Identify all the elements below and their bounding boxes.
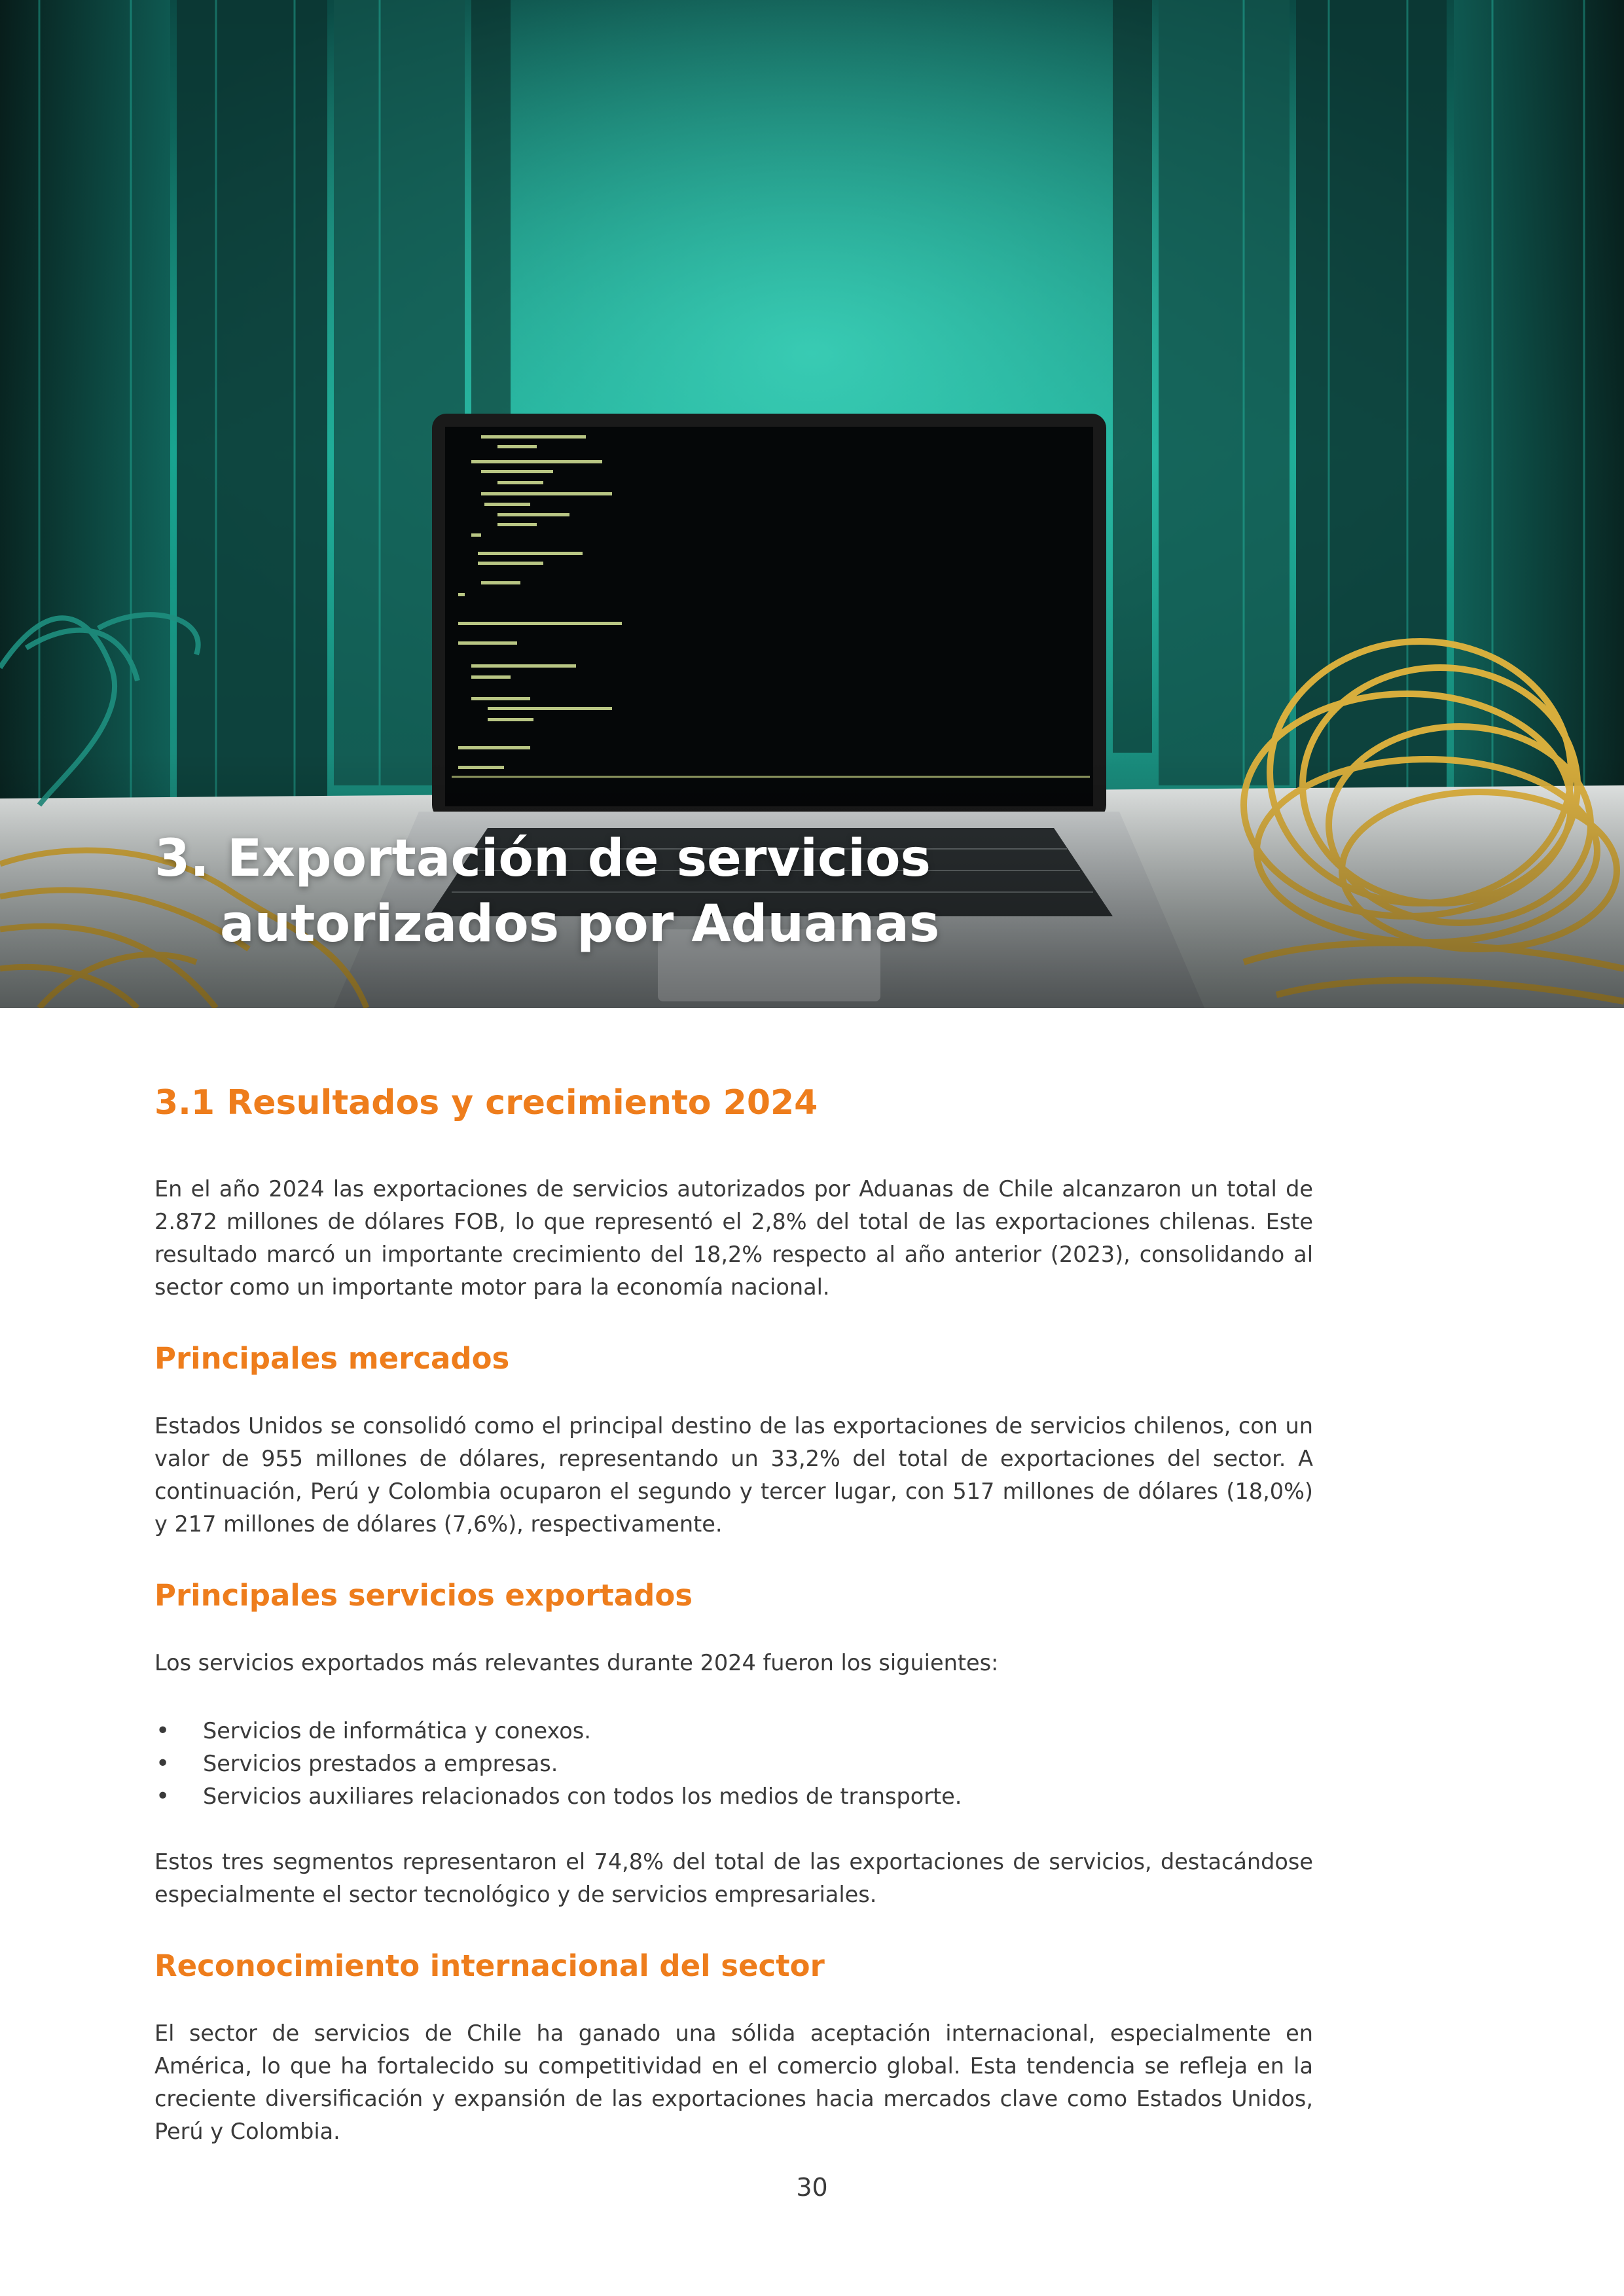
recognition-heading: Reconocimiento internacional del sector (154, 1948, 825, 1983)
services-intro: Los servicios exportados más relevantes durante 2024 fueron los siguientes: (154, 1650, 999, 1676)
chapter-title (154, 826, 939, 957)
services-heading: Principales servicios exportados (154, 1578, 693, 1613)
recognition-paragraph: El sector de servicios de Chile ha ganado una sólida aceptación internacional, especialmente en América, lo que ha fortalecido su competitividad en el comercio global. Esta tendencia se refleja en la creciente diversificación y expansión de las exportaciones hacia mercados clave como Estados Unidos, Perú y Colombia. (154, 2020, 1313, 2144)
list-item-text: Servicios de informática y conexos. (203, 1718, 591, 1744)
bullet-icon: • (156, 1750, 170, 1777)
page-number: 30 (796, 2173, 828, 2202)
services-summary: Estos tres segmentos representaron el 74,8% del total de las exportaciones de servicios, destacándose especialmente el sector tecnológico y de servicios empresariales. (154, 1849, 1313, 1907)
server-racks-right (1113, 0, 1624, 851)
list-item-text: Servicios auxiliares relacionados con todos los medios de transporte. (203, 1784, 962, 1809)
intro-paragraph: En el año 2024 las exportaciones de servicios autorizados por Aduanas de Chile alcanzaron un total de 2.872 millones de dólares FOB, lo que representó el 2,8% del total de las exportaciones chilenas. Este resultado marcó un importante crecimiento del 18,2% respecto al año anterior (2023), consolidando al sector como un importante motor para la economía nacional. (154, 1176, 1313, 1300)
bullet-icon: • (156, 1717, 170, 1744)
services-list (154, 1715, 1313, 1813)
list-item (154, 1780, 1313, 1813)
list-item-text: Servicios prestados a empresas. (203, 1751, 558, 1776)
list-item (154, 1748, 1313, 1780)
chapter-title-line-2: autorizados por Aduanas (220, 895, 940, 954)
markets-paragraph: Estados Unidos se consolidó como el principal destino de las exportaciones de servicios chilenos, con un valor de 955 millones de dólares, representando un 33,2% del total de exportaciones del sector. A continuación, Perú y Colombia ocuparon el segundo y tercer lugar, con 517 millones de dólares (18,0%) y 217 millones de dólares (7,6%), respectivamente. (154, 1413, 1313, 1537)
hero-banner (0, 0, 1624, 1008)
bullet-icon: • (156, 1783, 170, 1810)
main-content (154, 1080, 1313, 2183)
chapter-title-line-1: 3. Exportación de servicios (154, 829, 931, 888)
markets-heading: Principales mercados (154, 1341, 510, 1376)
list-item (154, 1715, 1313, 1748)
section-title: 3.1 Resultados y crecimiento 2024 (154, 1083, 818, 1122)
